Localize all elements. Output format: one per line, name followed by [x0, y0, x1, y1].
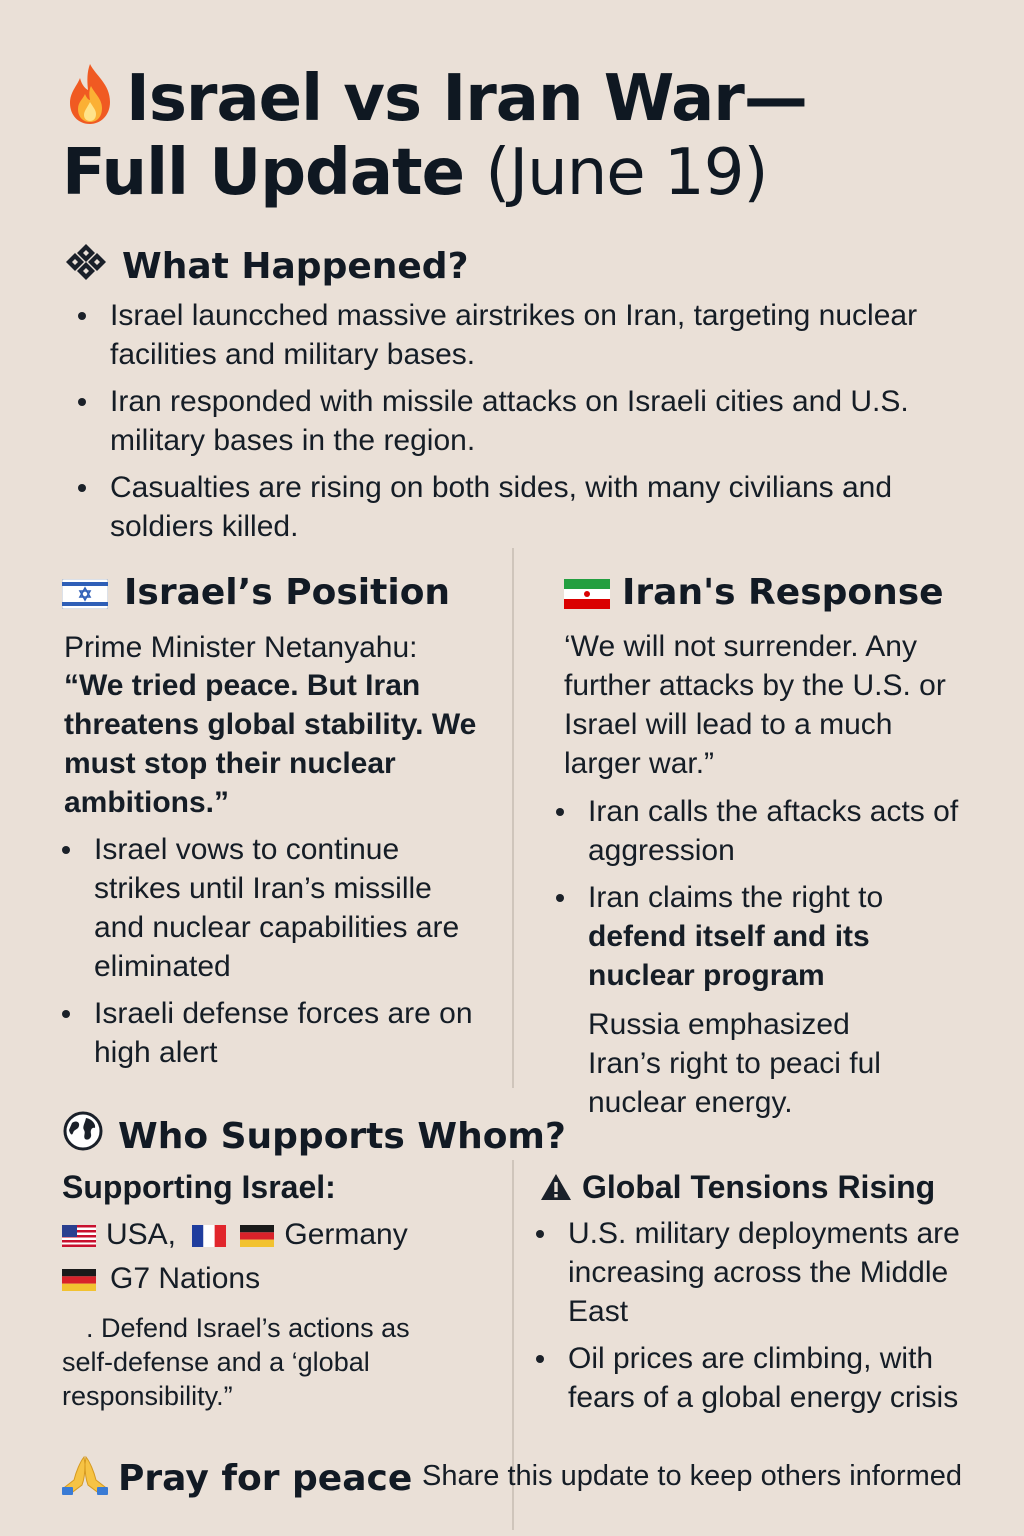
title-text-1: Israel vs Iran War— — [126, 62, 807, 136]
praying-hands-icon — [60, 1454, 110, 1496]
list-item: Iran calls the aftacks acts of aggression — [544, 792, 964, 870]
what-happened-list — [66, 296, 946, 554]
iran-claim-bold: defend itself and its nuclear program — [588, 920, 870, 992]
iran-response-title: Iran's Response — [622, 572, 944, 613]
israel-flag-icon — [62, 579, 108, 609]
list-item: U.S. military deployments are increasing across the Middle East — [524, 1214, 994, 1331]
israel-position-title: Israel’s Position — [124, 572, 451, 613]
iran-claim-text: Iran claims the right to — [588, 881, 884, 914]
list-item: Israel launcched massive airstrikes on Iran, targeting nuclear facilities and military bases. — [66, 296, 946, 374]
fire-icon — [62, 62, 118, 126]
globe-icon — [62, 1110, 104, 1152]
global-tensions-heading — [540, 1168, 935, 1206]
list-item: Casualties are rising on both sides, with many civilians and soldiers killed. — [66, 468, 946, 546]
supporting-israel-heading: Supporting Israel: — [62, 1169, 336, 1205]
pray-text: Pray for peace — [118, 1458, 413, 1499]
supporter-usa: USA, — [106, 1218, 177, 1251]
what-happened-title: What Happened? — [122, 246, 469, 287]
iran-response-heading — [564, 572, 944, 614]
title-text-2: Full Update — [62, 136, 465, 210]
list-item: Israel vows to continue strikes until Iran’s missille and nuclear capabilities are eliminated — [50, 830, 490, 986]
supporter-row-1 — [62, 1215, 408, 1254]
what-happened-heading — [64, 242, 468, 288]
column-divider — [512, 548, 514, 1088]
page-title — [62, 62, 1002, 210]
warning-icon — [540, 1173, 572, 1201]
usa-flag-icon — [62, 1225, 96, 1247]
supporter-g7: G7 Nations — [110, 1262, 261, 1295]
global-tensions-list — [524, 1214, 994, 1425]
russia-note: Russia emphasized Iran’s right to peaci ful nuclear energy. — [588, 1008, 881, 1119]
supports-heading — [62, 1110, 566, 1158]
iran-quote: ‘We will not surrender. Any further attacks by the U.S. or Israel will lead to a much larger war.” — [564, 630, 946, 780]
france-flag-icon — [192, 1225, 226, 1247]
title-line-2 — [62, 136, 1002, 210]
list-item: Oil prices are climbing, with fears of a global energy crisis — [524, 1339, 994, 1417]
israel-speaker: Prime Minister Netanyahu: — [64, 631, 418, 664]
germany-flag-icon — [62, 1269, 96, 1291]
israel-position-list — [50, 830, 490, 1080]
israel-quote: “We tried peace. But Iran threatens global stability. We must stop their nuclear ambitions.” — [64, 669, 477, 819]
list-item: Iran responded with missile attacks on Israeli cities and U.S. military bases in the region. — [66, 382, 946, 460]
supporter-row-2 — [62, 1259, 260, 1298]
title-line-1 — [62, 62, 1002, 136]
share-note: Share this update to keep others informed — [422, 1460, 963, 1492]
iran-response-list — [544, 792, 964, 1003]
supports-note: . Defend Israel’s actions as self-defense and a ‘global responsibility.” — [62, 1313, 410, 1411]
supports-title: Who Supports Whom? — [118, 1116, 566, 1157]
list-item — [544, 878, 964, 995]
global-tensions-title: Global Tensions Rising — [582, 1169, 936, 1205]
diamond-icon — [64, 242, 108, 282]
title-date: (June 19) — [485, 136, 768, 210]
pray-for-peace — [60, 1454, 412, 1500]
iran-flag-icon — [564, 579, 610, 609]
israel-position-heading — [62, 572, 450, 614]
supporter-germany: Germany — [284, 1218, 408, 1251]
germany-flag-icon — [240, 1225, 274, 1247]
list-item: Israeli defense forces are on high alert — [50, 994, 490, 1072]
